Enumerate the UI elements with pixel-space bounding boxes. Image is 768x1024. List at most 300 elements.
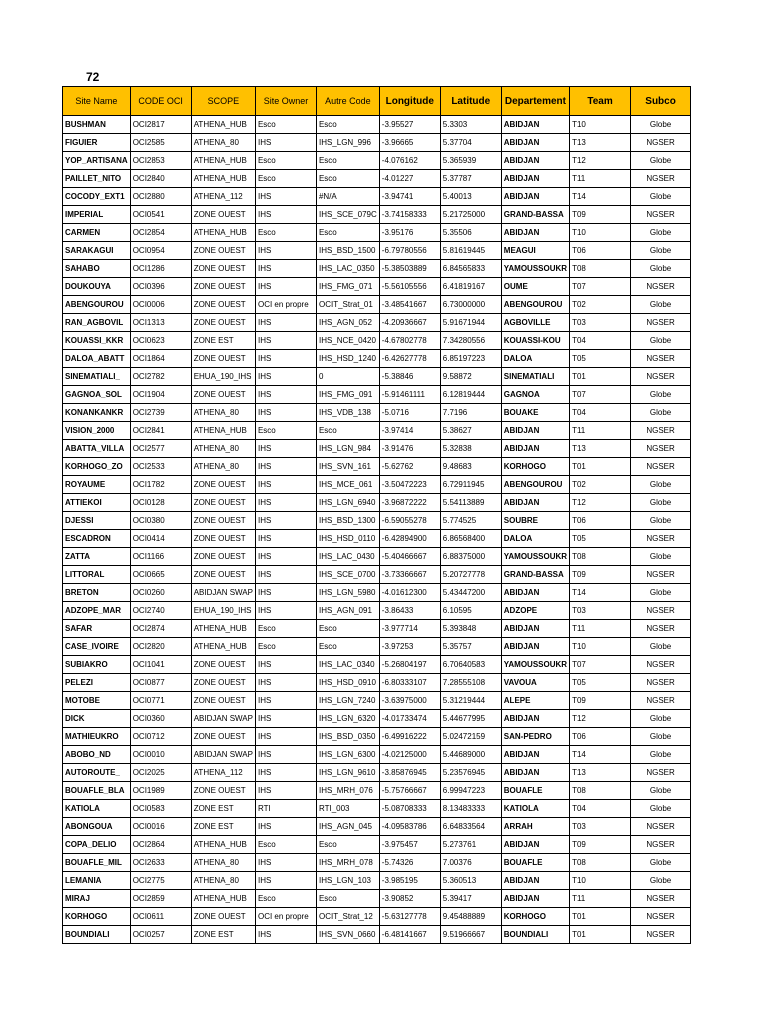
cell-departement: OUME (501, 278, 569, 296)
cell-latitude: 5.365939 (440, 152, 501, 170)
table-row (63, 404, 691, 422)
cell-subco: Globe (631, 548, 691, 566)
cell-code-oci: OCI0380 (130, 512, 191, 530)
table-row (63, 800, 691, 818)
cell-subco: NGSER (631, 926, 691, 944)
cell-scope: ATHENA_HUB (191, 836, 255, 854)
cell-team: T01 (570, 908, 631, 926)
cell-scope: ZONE EST (191, 332, 255, 350)
cell-autre-code: IHS_VDB_138 (316, 404, 379, 422)
cell-subco: NGSER (631, 278, 691, 296)
cell-site-owner: IHS (255, 584, 316, 602)
cell-site-owner: IHS (255, 602, 316, 620)
cell-site-owner: Esco (255, 116, 316, 134)
cell-longitude: -5.75766667 (379, 782, 440, 800)
cell-autre-code: Esco (316, 836, 379, 854)
cell-team: T08 (570, 548, 631, 566)
cell-departement: ABIDJAN (501, 620, 569, 638)
cell-departement: ABIDJAN (501, 152, 569, 170)
cell-longitude: -5.38846 (379, 368, 440, 386)
cell-site-name: MOTOBE (63, 692, 131, 710)
cell-longitude: -4.20936667 (379, 314, 440, 332)
table-row (63, 170, 691, 188)
cell-autre-code: Esco (316, 890, 379, 908)
cell-code-oci: OCI0877 (130, 674, 191, 692)
cell-site-name: ESCADRON (63, 530, 131, 548)
cell-scope: ATHENA_80 (191, 440, 255, 458)
cell-subco: Globe (631, 224, 691, 242)
cell-latitude: 9.45488889 (440, 908, 501, 926)
cell-team: T08 (570, 260, 631, 278)
cell-site-name: RAN_AGBOVIL (63, 314, 131, 332)
cell-site-name: ABONGOUA (63, 818, 131, 836)
cell-site-name: BOUNDIALI (63, 926, 131, 944)
header-site-owner: Site Owner (255, 87, 316, 116)
cell-team: T10 (570, 638, 631, 656)
cell-autre-code: IHS_LGN_6320 (316, 710, 379, 728)
cell-site-owner: IHS (255, 368, 316, 386)
cell-longitude: -5.74326 (379, 854, 440, 872)
cell-scope: ZONE OUEST (191, 908, 255, 926)
cell-scope: ATHENA_80 (191, 458, 255, 476)
cell-team: T03 (570, 602, 631, 620)
cell-departement: ALEPE (501, 692, 569, 710)
cell-longitude: -6.49916222 (379, 728, 440, 746)
table-row (63, 314, 691, 332)
cell-departement: ABIDJAN (501, 836, 569, 854)
cell-subco: Globe (631, 494, 691, 512)
cell-site-owner: Esco (255, 620, 316, 638)
cell-team: T14 (570, 584, 631, 602)
cell-autre-code: IHS_LGN_996 (316, 134, 379, 152)
cell-departement: ABIDJAN (501, 422, 569, 440)
cell-team: T06 (570, 242, 631, 260)
cell-longitude: -3.85876945 (379, 764, 440, 782)
cell-team: T07 (570, 278, 631, 296)
cell-subco: Globe (631, 116, 691, 134)
cell-subco: NGSER (631, 530, 691, 548)
cell-site-owner: IHS (255, 188, 316, 206)
cell-code-oci: OCI0712 (130, 728, 191, 746)
cell-autre-code: IHS_BSD_1300 (316, 512, 379, 530)
cell-code-oci: OCI2577 (130, 440, 191, 458)
cell-team: T11 (570, 422, 631, 440)
cell-longitude: -3.73366667 (379, 566, 440, 584)
cell-subco: Globe (631, 512, 691, 530)
cell-longitude: -3.97253 (379, 638, 440, 656)
cell-latitude: 6.64833564 (440, 818, 501, 836)
cell-site-owner: IHS (255, 926, 316, 944)
cell-departement: YAMOUSSOUKR (501, 260, 569, 278)
table-row (63, 494, 691, 512)
cell-scope: ATHENA_80 (191, 134, 255, 152)
cell-code-oci: OCI0611 (130, 908, 191, 926)
cell-departement: BOUAKE (501, 404, 569, 422)
cell-latitude: 5.393848 (440, 620, 501, 638)
cell-subco: Globe (631, 188, 691, 206)
table-row (63, 782, 691, 800)
cell-scope: ZONE OUEST (191, 278, 255, 296)
cell-autre-code: IHS_LAC_0430 (316, 548, 379, 566)
cell-latitude: 5.37787 (440, 170, 501, 188)
cell-scope: ZONE OUEST (191, 296, 255, 314)
cell-autre-code: IHS_LGN_9610 (316, 764, 379, 782)
cell-subco: Globe (631, 854, 691, 872)
cell-site-owner: IHS (255, 134, 316, 152)
cell-code-oci: OCI1041 (130, 656, 191, 674)
cell-latitude: 5.21725000 (440, 206, 501, 224)
table-row (63, 440, 691, 458)
cell-latitude: 5.37704 (440, 134, 501, 152)
cell-subco: NGSER (631, 368, 691, 386)
cell-departement: ABIDJAN (501, 134, 569, 152)
cell-code-oci: OCI2740 (130, 602, 191, 620)
cell-autre-code: Esco (316, 422, 379, 440)
cell-departement: SOUBRE (501, 512, 569, 530)
cell-scope: ATHENA_HUB (191, 422, 255, 440)
cell-longitude: -4.076162 (379, 152, 440, 170)
cell-site-name: BUSHMAN (63, 116, 131, 134)
cell-site-name: FIGUIER (63, 134, 131, 152)
cell-scope: ZONE OUEST (191, 692, 255, 710)
cell-site-owner: IHS (255, 854, 316, 872)
cell-scope: ATHENA_HUB (191, 224, 255, 242)
cell-latitude: 6.88375000 (440, 548, 501, 566)
table-row (63, 566, 691, 584)
cell-latitude: 9.58872 (440, 368, 501, 386)
cell-longitude: -6.42627778 (379, 350, 440, 368)
cell-scope: ATHENA_80 (191, 854, 255, 872)
cell-site-owner: RTI (255, 800, 316, 818)
cell-site-name: LITTORAL (63, 566, 131, 584)
cell-site-owner: IHS (255, 782, 316, 800)
cell-autre-code: #N/A (316, 188, 379, 206)
table-row (63, 710, 691, 728)
cell-subco: Globe (631, 872, 691, 890)
cell-latitude: 5.54113889 (440, 494, 501, 512)
cell-site-owner: IHS (255, 350, 316, 368)
cell-longitude: -5.56105556 (379, 278, 440, 296)
cell-subco: Globe (631, 728, 691, 746)
cell-code-oci: OCI2880 (130, 188, 191, 206)
cell-longitude: -6.79780556 (379, 242, 440, 260)
cell-departement: DALOA (501, 350, 569, 368)
cell-latitude: 6.72911945 (440, 476, 501, 494)
cell-autre-code: IHS_MRH_078 (316, 854, 379, 872)
cell-departement: ABIDJAN (501, 872, 569, 890)
cell-site-name: MIRAJ (63, 890, 131, 908)
cell-site-name: KORHOGO (63, 908, 131, 926)
cell-site-name: BRETON (63, 584, 131, 602)
cell-code-oci: OCI0771 (130, 692, 191, 710)
cell-latitude: 5.38627 (440, 422, 501, 440)
cell-site-owner: IHS (255, 872, 316, 890)
cell-latitude: 5.35506 (440, 224, 501, 242)
cell-site-owner: Esco (255, 152, 316, 170)
cell-departement: MEAGUI (501, 242, 569, 260)
cell-departement: ABIDJAN (501, 764, 569, 782)
cell-team: T08 (570, 782, 631, 800)
cell-team: T10 (570, 872, 631, 890)
cell-team: T04 (570, 332, 631, 350)
cell-site-owner: IHS (255, 728, 316, 746)
cell-scope: ATHENA_HUB (191, 116, 255, 134)
cell-subco: NGSER (631, 314, 691, 332)
cell-departement: BOUAFLE (501, 854, 569, 872)
cell-code-oci: OCI0665 (130, 566, 191, 584)
table-row (63, 530, 691, 548)
cell-team: T03 (570, 818, 631, 836)
cell-site-owner: OCI en propre (255, 908, 316, 926)
cell-site-owner: Esco (255, 422, 316, 440)
cell-team: T01 (570, 458, 631, 476)
cell-autre-code: IHS_BSD_0350 (316, 728, 379, 746)
cell-longitude: -3.95527 (379, 116, 440, 134)
cell-team: T11 (570, 170, 631, 188)
table-row (63, 674, 691, 692)
cell-code-oci: OCI0010 (130, 746, 191, 764)
header-latitude: Latitude (440, 87, 501, 116)
cell-team: T09 (570, 206, 631, 224)
cell-site-owner: OCI en propre (255, 296, 316, 314)
cell-team: T03 (570, 314, 631, 332)
cell-scope: ZONE OUEST (191, 782, 255, 800)
cell-site-name: ABENGOUROU (63, 296, 131, 314)
cell-departement: KORHOGO (501, 458, 569, 476)
cell-latitude: 5.32838 (440, 440, 501, 458)
table-row (63, 908, 691, 926)
cell-autre-code: IHS_SVN_0660 (316, 926, 379, 944)
cell-scope: ZONE OUEST (191, 260, 255, 278)
cell-site-name: MATHIEUKRO (63, 728, 131, 746)
cell-site-owner: IHS (255, 476, 316, 494)
cell-autre-code: 0 (316, 368, 379, 386)
cell-code-oci: OCI2864 (130, 836, 191, 854)
cell-autre-code: Esco (316, 170, 379, 188)
cell-latitude: 5.31219444 (440, 692, 501, 710)
cell-latitude: 5.273761 (440, 836, 501, 854)
table-row (63, 926, 691, 944)
cell-departement: KOUASSI-KOU (501, 332, 569, 350)
cell-site-name: SAHABO (63, 260, 131, 278)
cell-scope: ZONE OUEST (191, 494, 255, 512)
cell-subco: NGSER (631, 134, 691, 152)
cell-autre-code: IHS_AGN_052 (316, 314, 379, 332)
cell-site-owner: IHS (255, 818, 316, 836)
cell-code-oci: OCI1989 (130, 782, 191, 800)
table-header-row (63, 87, 691, 116)
cell-team: T05 (570, 674, 631, 692)
cell-latitude: 5.81619445 (440, 242, 501, 260)
cell-code-oci: OCI0128 (130, 494, 191, 512)
cell-autre-code: IHS_LGN_103 (316, 872, 379, 890)
cell-departement: BOUNDIALI (501, 926, 569, 944)
cell-departement: ABIDJAN (501, 440, 569, 458)
cell-latitude: 6.73000000 (440, 296, 501, 314)
header-autre-code: Autre Code (316, 87, 379, 116)
cell-code-oci: OCI2841 (130, 422, 191, 440)
cell-site-owner: IHS (255, 206, 316, 224)
cell-scope: ATHENA_HUB (191, 620, 255, 638)
cell-departement: ABENGOUROU (501, 476, 569, 494)
cell-site-name: BOUAFLE_MIL (63, 854, 131, 872)
page-number: 72 (86, 70, 100, 84)
cell-site-owner: IHS (255, 530, 316, 548)
cell-latitude: 7.28555108 (440, 674, 501, 692)
cell-code-oci: OCI1904 (130, 386, 191, 404)
cell-site-name: ADZOPE_MAR (63, 602, 131, 620)
cell-subco: NGSER (631, 458, 691, 476)
cell-latitude: 9.51966667 (440, 926, 501, 944)
header-site-name: Site Name (63, 87, 131, 116)
cell-autre-code: Esco (316, 638, 379, 656)
cell-team: T08 (570, 854, 631, 872)
table-row (63, 638, 691, 656)
cell-code-oci: OCI0623 (130, 332, 191, 350)
cell-autre-code: IHS_MCE_061 (316, 476, 379, 494)
table-row (63, 656, 691, 674)
cell-scope: ZONE OUEST (191, 350, 255, 368)
cell-site-owner: IHS (255, 278, 316, 296)
cell-site-name: ZATTA (63, 548, 131, 566)
cell-departement: KATIOLA (501, 800, 569, 818)
cell-team: T12 (570, 710, 631, 728)
cell-code-oci: OCI0396 (130, 278, 191, 296)
cell-site-name: COPA_DELIO (63, 836, 131, 854)
table-row (63, 764, 691, 782)
cell-latitude: 5.774525 (440, 512, 501, 530)
table-row (63, 476, 691, 494)
cell-scope: ATHENA_112 (191, 188, 255, 206)
cell-departement: YAMOUSSOUKR (501, 548, 569, 566)
cell-team: T05 (570, 530, 631, 548)
cell-departement: BOUAFLE (501, 782, 569, 800)
table-row (63, 746, 691, 764)
cell-scope: ZONE EST (191, 800, 255, 818)
cell-longitude: -3.975457 (379, 836, 440, 854)
cell-longitude: -4.67802778 (379, 332, 440, 350)
cell-subco: Globe (631, 584, 691, 602)
cell-site-name: BOUAFLE_BLA (63, 782, 131, 800)
table-row (63, 350, 691, 368)
cell-site-owner: Esco (255, 836, 316, 854)
cell-site-name: COCODY_EXT1 (63, 188, 131, 206)
cell-longitude: -6.59055278 (379, 512, 440, 530)
cell-site-name: ABATTA_VILLA (63, 440, 131, 458)
header-longitude: Longitude (379, 87, 440, 116)
table-row (63, 854, 691, 872)
cell-code-oci: OCI1286 (130, 260, 191, 278)
cell-code-oci: OCI1782 (130, 476, 191, 494)
header-team: Team (570, 87, 631, 116)
table-row (63, 242, 691, 260)
cell-code-oci: OCI2633 (130, 854, 191, 872)
table-row (63, 224, 691, 242)
cell-team: T06 (570, 512, 631, 530)
cell-subco: NGSER (631, 422, 691, 440)
cell-autre-code: IHS_FMG_091 (316, 386, 379, 404)
cell-site-owner: IHS (255, 566, 316, 584)
cell-scope: ZONE OUEST (191, 674, 255, 692)
cell-longitude: -3.74158333 (379, 206, 440, 224)
cell-site-owner: IHS (255, 494, 316, 512)
cell-site-name: KORHOGO_ZO (63, 458, 131, 476)
cell-site-owner: IHS (255, 548, 316, 566)
cell-site-name: GAGNOA_SOL (63, 386, 131, 404)
cell-autre-code: IHS_LGN_5980 (316, 584, 379, 602)
cell-scope: ZONE OUEST (191, 728, 255, 746)
cell-departement: ABIDJAN (501, 746, 569, 764)
cell-subco: Globe (631, 746, 691, 764)
cell-longitude: -4.01733474 (379, 710, 440, 728)
table-row (63, 260, 691, 278)
cell-latitude: 8.13483333 (440, 800, 501, 818)
cell-team: T13 (570, 440, 631, 458)
cell-team: T01 (570, 926, 631, 944)
cell-autre-code: IHS_FMG_071 (316, 278, 379, 296)
cell-site-owner: IHS (255, 260, 316, 278)
cell-autre-code: Esco (316, 224, 379, 242)
cell-latitude: 5.44689000 (440, 746, 501, 764)
table-row (63, 818, 691, 836)
table-row (63, 206, 691, 224)
cell-code-oci: OCI1313 (130, 314, 191, 332)
cell-autre-code: IHS_HSD_0110 (316, 530, 379, 548)
cell-code-oci: OCI0954 (130, 242, 191, 260)
cell-code-oci: OCI1166 (130, 548, 191, 566)
cell-site-owner: IHS (255, 404, 316, 422)
cell-subco: NGSER (631, 836, 691, 854)
cell-scope: ATHENA_HUB (191, 890, 255, 908)
cell-scope: ZONE OUEST (191, 314, 255, 332)
cell-scope: ZONE EST (191, 818, 255, 836)
cell-longitude: -3.63975000 (379, 692, 440, 710)
cell-subco: NGSER (631, 818, 691, 836)
cell-site-name: DALOA_ABATT (63, 350, 131, 368)
cell-site-name: SARAKAGUI (63, 242, 131, 260)
cell-subco: NGSER (631, 692, 691, 710)
cell-latitude: 6.41819167 (440, 278, 501, 296)
cell-site-name: CARMEN (63, 224, 131, 242)
cell-site-owner: IHS (255, 692, 316, 710)
cell-latitude: 5.3303 (440, 116, 501, 134)
cell-code-oci: OCI2840 (130, 170, 191, 188)
cell-subco: NGSER (631, 566, 691, 584)
cell-latitude: 5.360513 (440, 872, 501, 890)
cell-departement: ABIDJAN (501, 584, 569, 602)
cell-site-name: AUTOROUTE_ (63, 764, 131, 782)
cell-team: T10 (570, 116, 631, 134)
cell-latitude: 6.10595 (440, 602, 501, 620)
cell-site-owner: IHS (255, 242, 316, 260)
cell-subco: Globe (631, 242, 691, 260)
cell-autre-code: IHS_HSD_1240 (316, 350, 379, 368)
cell-latitude: 6.99947223 (440, 782, 501, 800)
cell-code-oci: OCI2533 (130, 458, 191, 476)
cell-site-owner: IHS (255, 710, 316, 728)
cell-autre-code: IHS_NCE_0420 (316, 332, 379, 350)
cell-code-oci: OCI2775 (130, 872, 191, 890)
cell-scope: ABIDJAN SWAP (191, 710, 255, 728)
cell-team: T09 (570, 566, 631, 584)
cell-departement: ABENGOUROU (501, 296, 569, 314)
cell-latitude: 6.84565833 (440, 260, 501, 278)
table-row (63, 368, 691, 386)
cell-scope: ZONE OUEST (191, 206, 255, 224)
cell-latitude: 5.91671944 (440, 314, 501, 332)
cell-site-owner: IHS (255, 386, 316, 404)
cell-site-owner: Esco (255, 170, 316, 188)
